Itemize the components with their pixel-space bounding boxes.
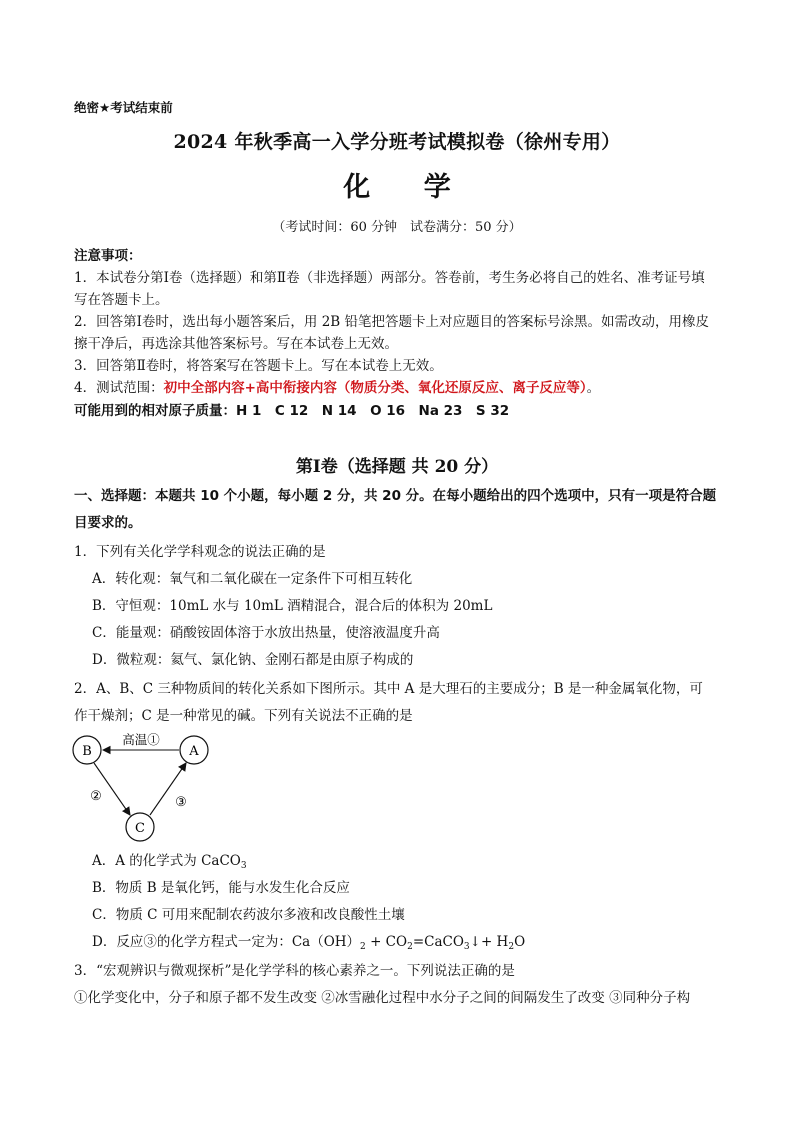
exam-time-info: （考试时间：60 分钟 试卷满分：50 分） [272, 220, 522, 235]
node-c-label: C [135, 821, 145, 836]
subscript: 2 [508, 942, 515, 952]
q2-stem-line-1: 2．A、B、C 三种物质间的转化关系如下图所示。其中 A 是大理石的主要成分；B 是一种金属氧化物，可 [74, 681, 703, 697]
q2-option-d-text: D．反应③的化学方程式一定为：Ca（OH） [92, 934, 361, 950]
q3-line-2: ①化学变化中，分子和原子都不发生改变 ②冰雪融化过程中水分子之间的间隔发生了改变 ③同种分子构 [74, 990, 691, 1006]
note-4-suffix: 。 [586, 380, 601, 396]
note-1-line-1: 1．本试卷分第Ⅰ卷（选择题）和第Ⅱ卷（非选择题）两部分。答卷前，考生务必将自己的姓名、准考证号填 [74, 270, 705, 286]
exam-title: 2024 年秋季高一入学分班考试模拟卷（徐州专用） [173, 131, 621, 153]
note-2-line-1: 2．回答第Ⅰ卷时，选出每小题答案后，用 2B 铅笔把答题卡上对应题目的答案标号涂黑。如需改动，用橡皮 [74, 314, 710, 330]
notes-heading: 注意事项： [74, 248, 142, 264]
note-3: 3．回答第Ⅱ卷时，将答案写在答题卡上。写在本试卷上无效。 [74, 358, 443, 374]
note-2-line-2: 擦干净后，再选涂其他答案标号。写在本试卷上无效。 [74, 336, 398, 352]
node-b-label: B [82, 744, 92, 759]
q2-option-b: B．物质 B 是氧化钙，能与水发生化合反应 [92, 880, 350, 896]
equation-part: =CaCO [412, 934, 464, 950]
q2-option-a-text: A．A 的化学式为 CaCO [92, 853, 241, 869]
q2-option-d [92, 931, 525, 953]
reaction-1-label: 高温① [122, 732, 160, 747]
section-instructions-line-1: 一、选择题：本题共 10 个小题，每小题 2 分，共 20 分。在每小题给出的四个选项中，只有一项是符合题 [74, 488, 717, 504]
equation-part: O [514, 934, 526, 950]
q2-option-a [92, 850, 247, 872]
note-4-prefix: 4．测试范围： [74, 380, 164, 396]
q1-option-b: B．守恒观：10mL 水与 10mL 酒精混合，混合后的体积为 20mL [92, 598, 493, 614]
note-1-line-2: 写在答题卡上。 [74, 292, 169, 308]
subject-title: 化 学 [343, 172, 473, 203]
confidential-mark: 绝密★考试结束前 [74, 100, 173, 115]
q2-option-a-subscript: 3 [240, 861, 247, 871]
q3-stem: 3．“宏观辨识与微观探析”是化学学科的核心素养之一。下列说法正确的是 [74, 963, 515, 979]
subscript: 2 [407, 942, 413, 952]
atomic-mass-line: 可能用到的相对原子质量：H 1 C 12 N 14 O 16 Na 23 S 32 [74, 403, 510, 419]
q2-option-c: C．物质 C 可用来配制农药波尔多液和改良酸性土壤 [92, 907, 405, 923]
subscript: 3 [463, 942, 470, 952]
q1-stem: 1．下列有关化学学科观念的说法正确的是 [74, 544, 326, 560]
conversion-diagram [68, 730, 218, 842]
q1-option-d: D．微粒观：氦气、氯化钠、金刚石都是由原子构成的 [92, 652, 414, 668]
node-a-label: A [189, 744, 199, 759]
equation-part: + CO [365, 934, 408, 950]
q1-option-c: C．能量观：硝酸铵固体溶于水放出热量，使溶液温度升高 [92, 625, 440, 641]
note-4 [74, 377, 600, 399]
test-range: 初中全部内容+高中衔接内容（物质分类、氧化还原反应、离子反应等） [163, 380, 587, 396]
q1-option-a: A．转化观：氧气和二氧化碳在一定条件下可相互转化 [92, 571, 413, 587]
reaction-3-label: ③ [175, 795, 187, 810]
section-title: 第Ⅰ卷（选择题 共 20 分） [295, 457, 499, 477]
reaction-2-label: ② [90, 789, 102, 804]
subscript: 2 [360, 942, 366, 952]
section-instructions-line-2: 目要求的。 [74, 515, 142, 531]
q2-stem-line-2: 作干燥剂；C 是一种常见的碱。下列有关说法不正确的是 [74, 708, 413, 724]
equation-part: ↓+ H [469, 934, 509, 950]
